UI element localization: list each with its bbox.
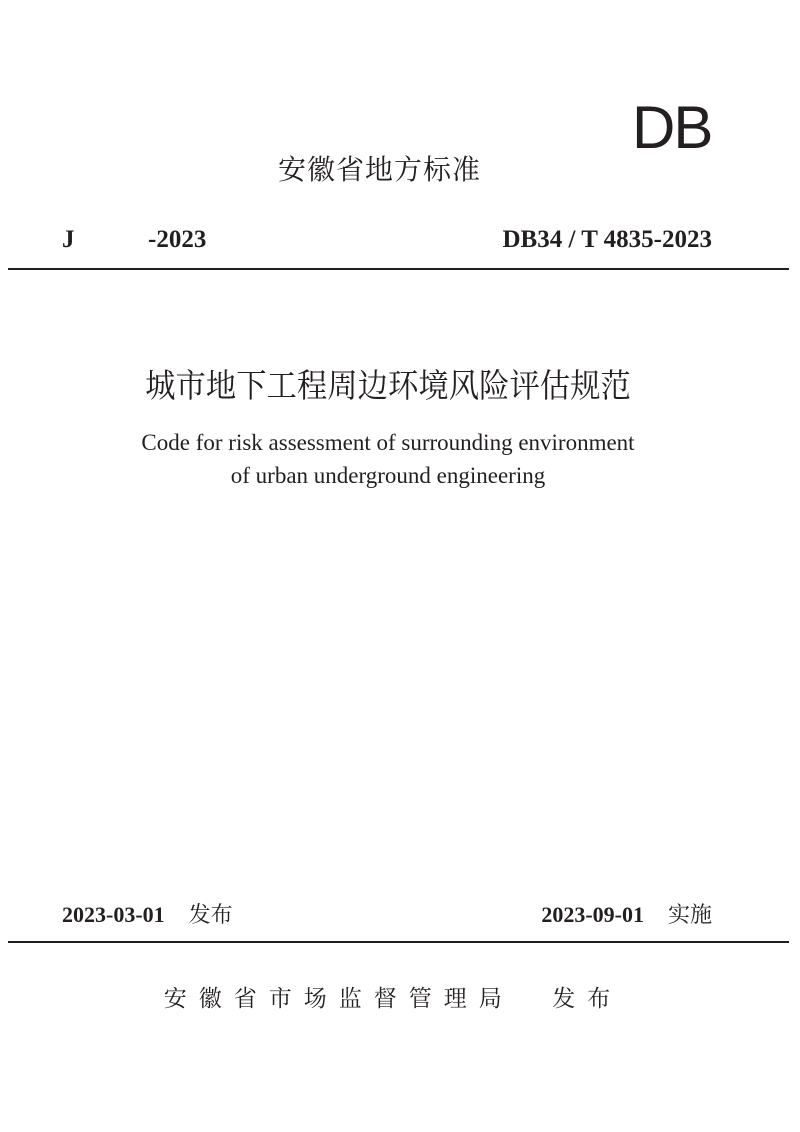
standard-number: DB34 / T 4835-2023 xyxy=(502,226,712,253)
issuer: 安徽省市场监督管理局 发布 xyxy=(163,986,623,1012)
bottom-divider xyxy=(8,941,789,943)
top-divider xyxy=(8,268,789,270)
effective-label: 实施 xyxy=(667,903,712,928)
standard-type: 安徽省地方标准 xyxy=(278,153,482,186)
title-english-line2: of urban underground engineering xyxy=(230,463,546,488)
effective-date-block xyxy=(541,900,712,931)
issue-date: 2023-03-01 xyxy=(62,902,165,927)
issue-date-block xyxy=(62,900,233,931)
db-logo: DB xyxy=(632,94,712,161)
j-prefix: J xyxy=(62,226,75,253)
issue-label: 发布 xyxy=(188,903,233,928)
title-chinese: 城市地下工程周边环境风险评估规范 xyxy=(145,366,631,405)
title-english-line1: Code for risk assessment of surrounding environment xyxy=(141,430,635,455)
effective-date: 2023-09-01 xyxy=(541,902,644,927)
j-year: -2023 xyxy=(148,226,207,253)
